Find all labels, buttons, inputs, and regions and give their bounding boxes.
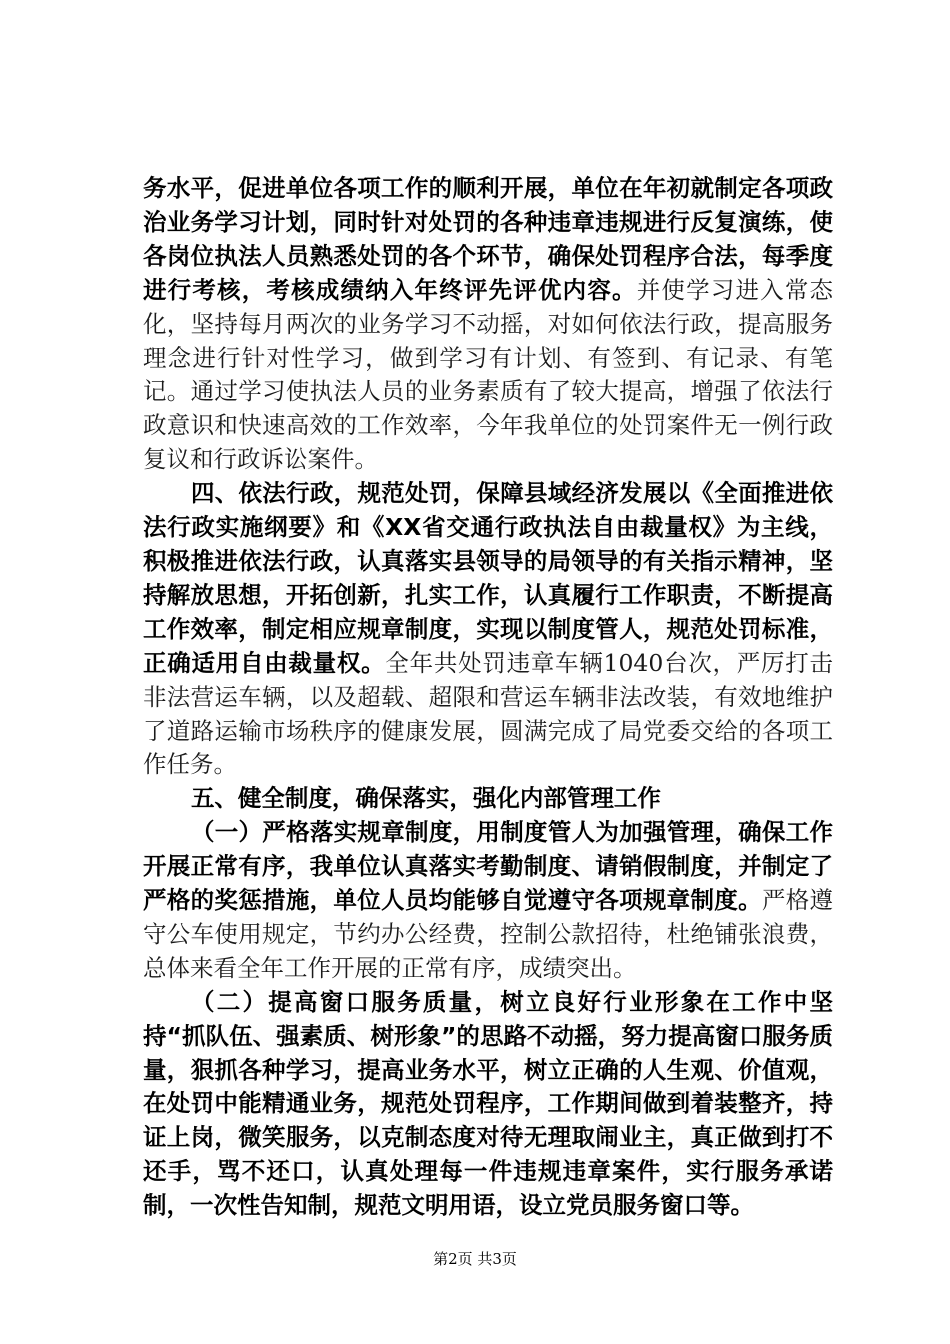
paragraph-text-regular: 严格遵守公车使用规定，节约办公经费，控制公款招待，杜绝铺张浪费，总体来看全年工作开展的正常有序，成绩突出。 [143,886,834,982]
heading-text: 五、健全制度，确保落实，强化内部管理工作 [190,784,661,813]
paragraph-text-emphasized: （二）提高窗口服务质量，树立良好行业形象在工作中坚持“抓队伍、强素质、树形象”的思路不动摇，努力提高窗口服务质量，狠抓各种学习，提高业务水平，树立正确的人生观、价值观，在处罚中能精通业务，规范处罚程序，工作期间做到着装整齐，持证上岗，微笑服务，以克制态度对待无理取闹业主，真正做到打不还手，骂不还口，认真处理每一件违规违章案件，实行服务承诺制，一次性告知制，规范文明用语，设立党员服务窗口等。 [143,987,833,1220]
section-five-heading [143,782,833,816]
paragraph-section-four [143,477,833,782]
paragraph-text-regular: 并使学习进入常态化，坚持每月两次的业务学习不动摇，对如何依法行政，提高服务理念进行针对性学习，做到学习有计划、有签到、有记录、有笔记。通过学习使执法人员的业务素质有了较大提高，增强了依法行政意识和快速高效的工作效率，今年我单位的处罚案件无一例行政复议和行政诉讼案件。 [143,275,833,474]
paragraph-text-regular: 全年共处罚违章车辆1040台次，严厉打击非法营运车辆，以及超载、超限和营运车辆非法改装，有效地维护了道路运输市场秩序的健康发展，圆满完成了局党委交给的各项工作任务。 [143,648,834,779]
paragraph-text-emphasized: 四、依法行政，规范处罚，保障县域经济发展以《全面推进依法行政实施纲要》和《XX省交通行政执法自由裁量权》为主线，积极推进依法行政，认真落实县领导的局领导的有关指示精神，坚持解放思想，开拓创新，扎实工作，认真履行工作职责，不断提高工作效率，制定相应规章制度，实现以制度管人，规范处罚标准，正确适用自由裁量权。 [143,479,833,677]
paragraph-subsection-two [143,986,833,1223]
paragraph-study-plan [143,172,833,477]
paragraph-subsection-one [143,816,833,986]
document-body [143,172,833,1223]
paragraph-text-emphasized: 务水平，促进单位各项工作的顺利开展，单位在年初就制定各项政治业务学习计划，同时针对处罚的各种违章违规进行反复演练，使各岗位执法人员熟悉处罚的各个环节，确保处罚程序合法，每季度进行考核，考核成绩纳入年终评先评优内容。 [143,174,833,304]
paragraph-text-emphasized: （一）严格落实规章制度，用制度管人为加强管理，确保工作开展正常有序，我单位认真落实考勤制度、请销假制度，并制定了严格的奖惩措施，单位人员均能够自觉遵守各项规章制度。 [143,818,833,915]
page-number-footer: 第2页 共3页 [433,1250,517,1268]
